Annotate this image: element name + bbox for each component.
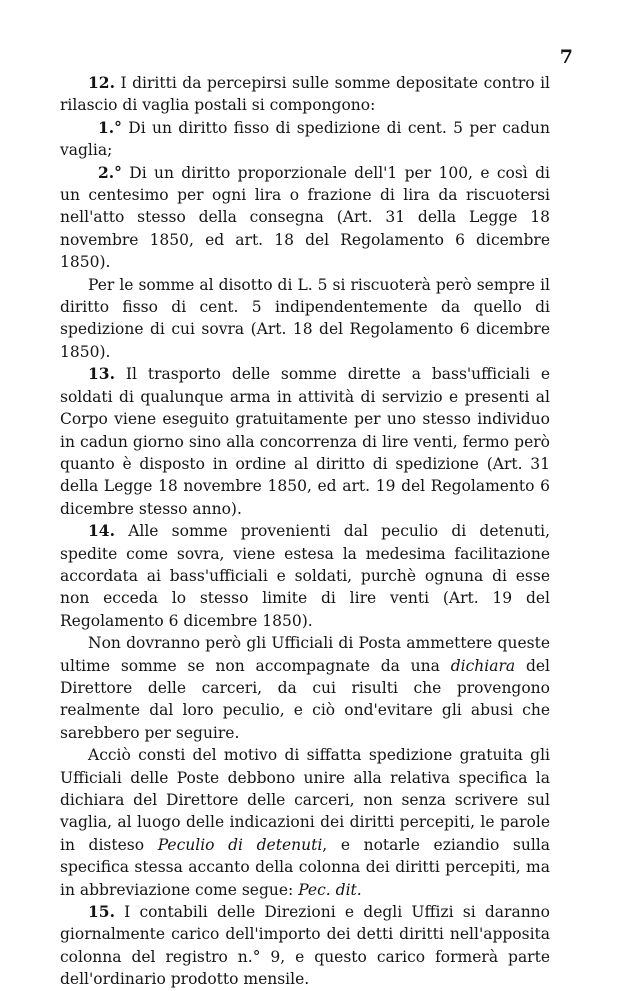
paragraph-art-13 <box>60 363 550 520</box>
paragraph-text: Il trasporto delle somme dirette a bass'ufficiali e soldati di qualunque arma in attività di servizio e presenti al Corpo viene eseguito gratuitamente per uno stesso individuo in cadun giorno sino alla concorrenza di lire venti, fermo però quanto è disposto in ordine al diritto di spedizione (Art. 31 della Legge 18 novembre 1850, ed art. 19 del Regolamento 6 dicembre stesso anno). <box>60 365 551 518</box>
paragraph-dichiara <box>60 632 550 744</box>
paragraph-text: Per le somme al disotto di L. 5 si riscuoterà però sempre il diritto fisso di cent. 5 indipendentemente da quello di spedizione di cui sovra (Art. 18 del Regolamento 6 dicembre 1850). <box>60 275 550 361</box>
paragraph-text: Acciò consti del motivo di siffatta spedizione gratuita gli Ufficiali delle Poste debbono unire alla relativa specifica la dichiara del Direttore delle carceri, non senza scrivere sul vaglia, al luogo delle indicazioni dei diritti percepiti, le parole in disteso <box>60 746 550 854</box>
paragraph-text: del Direttore delle carceri, da cui risulti che provengono realmente dal loro peculio, e ciò ond'evitare gli abusi che sarebbero per seguire. <box>60 656 550 742</box>
italic-term: dichiara <box>450 656 516 675</box>
paragraph-item-2 <box>60 162 550 274</box>
paragraph-text: I contabili delle Direzioni e degli Uffizi si daranno giornalmente carico dell'importo dei detti diritti nell'apposita colonna del registro n.° 9, e questo carico formerà parte dell'ordinario prodotto mensile. <box>60 903 550 989</box>
article-number: 14. <box>88 521 115 541</box>
item-number: 2.° <box>98 162 122 182</box>
paragraph-text: , e notarle eziandio sulla specifica stessa accanto della colonna dei diritti percepiti, ma in abbreviazione come segue: <box>60 835 550 899</box>
item-number: 1.° <box>98 117 122 137</box>
paragraph-peculio <box>60 744 550 901</box>
paragraph-art-12 <box>60 72 550 117</box>
article-number: 12. <box>88 73 115 92</box>
article-number: 13. <box>88 364 115 384</box>
paragraph-art-14 <box>60 520 550 632</box>
paragraph-text: Di un diritto proporzionale dell'1 per 100, e così di un centesimo per ogni lira o frazione di lira da riscuotersi nell'atto stesso della consegna (Art. 31 della Legge 18 novembre 1850, ed art. 18 del Regolamento 6 dicembre 1850). <box>60 163 550 272</box>
italic-abbreviation: Pec. dit. <box>298 880 362 899</box>
document-body <box>60 72 550 991</box>
page-number: 7 <box>559 46 573 68</box>
paragraph-text: Non dovranno però gli Ufficiali di Posta ammettere queste ultime somme se non accompagnate da una <box>60 634 550 675</box>
paragraph-art-15 <box>60 901 550 991</box>
italic-term: Peculio di detenuti <box>157 835 323 854</box>
paragraph-text: Alle somme provenienti dal peculio di detenuti, spedite come sovra, viene estesa la medesima facilitazione accordata ai bass'ufficiali e soldati, purchè ognuna di esse non ecceda lo stesso limite di lire venti (Art. 19 del Regolamento 6 dicembre 1850). <box>60 522 550 630</box>
paragraph-text: I diritti da percepirsi sulle somme depositate contro il rilascio di vaglia postali si compongono: <box>60 74 550 115</box>
article-number: 15. <box>88 902 115 922</box>
paragraph-item-1 <box>60 117 550 162</box>
paragraph-text: Di un diritto fisso di spedizione di cent. 5 per cadun vaglia; <box>60 118 551 160</box>
paragraph-small-sums <box>60 274 550 364</box>
